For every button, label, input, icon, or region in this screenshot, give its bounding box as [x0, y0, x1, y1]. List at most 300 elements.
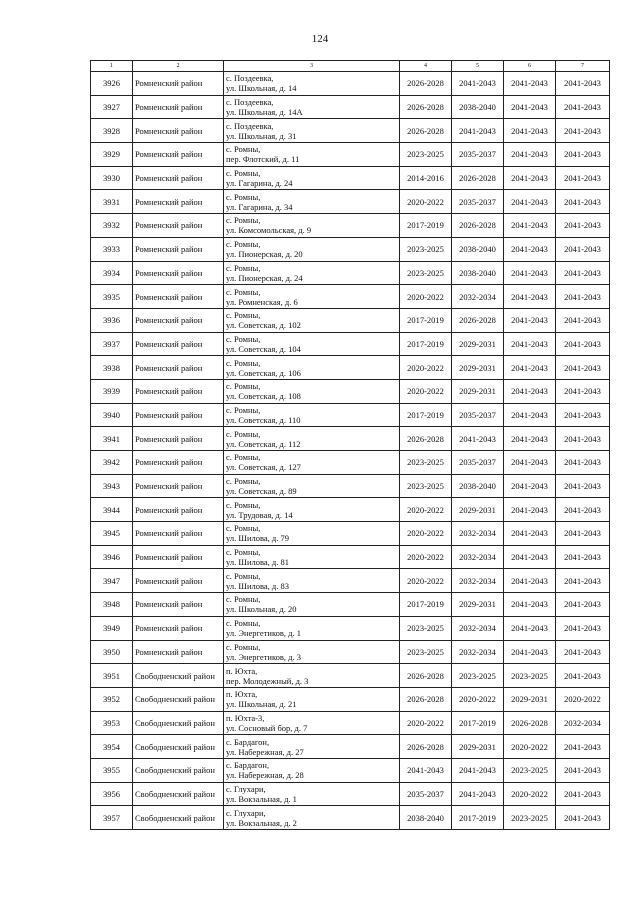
period-col-6: 2026-2028 — [504, 711, 556, 735]
period-col-5: 2026-2028 — [452, 308, 504, 332]
row-number: 3933 — [91, 237, 133, 261]
row-number: 3943 — [91, 474, 133, 498]
address-settlement: с. Ромны, — [226, 404, 261, 415]
row-number: 3949 — [91, 616, 133, 640]
period-col-7: 2020-2022 — [556, 687, 610, 711]
period-col-7: 2041-2043 — [556, 143, 610, 167]
period-col-7: 2041-2043 — [556, 285, 610, 309]
period-col-4: 2017-2019 — [400, 332, 452, 356]
district: Ромненский район — [133, 261, 224, 285]
period-col-7: 2041-2043 — [556, 403, 610, 427]
period-col-7: 2041-2043 — [556, 545, 610, 569]
row-number: 3935 — [91, 285, 133, 309]
table-row — [91, 474, 610, 498]
period-col-4: 2020-2022 — [400, 356, 452, 380]
table-row — [91, 332, 610, 356]
row-number: 3929 — [91, 143, 133, 167]
address — [224, 498, 400, 522]
table-row — [91, 308, 610, 332]
period-col-4: 2020-2022 — [400, 498, 452, 522]
table-row — [91, 522, 610, 546]
address-street: ул. Набережная, д. 28 — [226, 770, 304, 781]
period-col-5: 2029-2031 — [452, 498, 504, 522]
address-street: ул. Советская, д. 127 — [226, 462, 301, 473]
period-col-4: 2041-2043 — [400, 758, 452, 782]
table-row — [91, 735, 610, 759]
table-row — [91, 758, 610, 782]
table-row — [91, 379, 610, 403]
address — [224, 758, 400, 782]
table-row — [91, 427, 610, 451]
column-header: 5 — [452, 61, 504, 72]
period-col-6: 2041-2043 — [504, 640, 556, 664]
address-street: ул. Вокзальная, д. 2 — [226, 817, 297, 828]
row-number: 3939 — [91, 379, 133, 403]
address-settlement: с. Бардагон, — [226, 736, 270, 747]
address-street: ул. Шилова, д. 81 — [226, 557, 289, 568]
address — [224, 474, 400, 498]
column-header: 7 — [556, 61, 610, 72]
period-col-4: 2026-2028 — [400, 119, 452, 143]
address — [224, 379, 400, 403]
period-col-5: 2017-2019 — [452, 711, 504, 735]
address-settlement: с. Ромны, — [226, 262, 261, 273]
period-col-4: 2020-2022 — [400, 569, 452, 593]
address-settlement: с. Поздеевка, — [226, 97, 274, 108]
row-number: 3930 — [91, 166, 133, 190]
district: Ромненский район — [133, 403, 224, 427]
period-col-6: 2041-2043 — [504, 237, 556, 261]
row-number: 3931 — [91, 190, 133, 214]
row-number: 3936 — [91, 308, 133, 332]
period-col-5: 2020-2022 — [452, 687, 504, 711]
address — [224, 640, 400, 664]
district: Ромненский район — [133, 451, 224, 475]
period-col-6: 2041-2043 — [504, 166, 556, 190]
table-row — [91, 356, 610, 380]
period-col-7: 2041-2043 — [556, 451, 610, 475]
period-col-6: 2041-2043 — [504, 332, 556, 356]
address-street: ул. Советская, д. 106 — [226, 367, 301, 378]
row-number: 3937 — [91, 332, 133, 356]
column-header: 4 — [400, 61, 452, 72]
address — [224, 545, 400, 569]
district: Свободненский район — [133, 664, 224, 688]
period-col-5: 2032-2034 — [452, 640, 504, 664]
row-number: 3953 — [91, 711, 133, 735]
period-col-4: 2023-2025 — [400, 261, 452, 285]
period-col-4: 2026-2028 — [400, 95, 452, 119]
address — [224, 451, 400, 475]
table-row — [91, 782, 610, 806]
row-number: 3952 — [91, 687, 133, 711]
period-col-7: 2041-2043 — [556, 522, 610, 546]
address-settlement: с. Ромны, — [226, 570, 261, 581]
period-col-6: 2041-2043 — [504, 72, 556, 96]
period-col-7: 2041-2043 — [556, 119, 610, 143]
address — [224, 332, 400, 356]
period-col-6: 2041-2043 — [504, 119, 556, 143]
address-settlement: с. Ромны, — [226, 144, 261, 155]
address-street: ул. Энергетиков, д. 1 — [226, 628, 301, 639]
row-number: 3926 — [91, 72, 133, 96]
address-settlement: с. Поздеевка, — [226, 73, 274, 84]
period-col-7: 2041-2043 — [556, 806, 610, 830]
period-col-5: 2038-2040 — [452, 474, 504, 498]
address-street: ул. Набережная, д. 27 — [226, 746, 304, 757]
district: Свободненский район — [133, 687, 224, 711]
period-col-5: 2035-2037 — [452, 190, 504, 214]
period-col-6: 2041-2043 — [504, 474, 556, 498]
column-header: 1 — [91, 61, 133, 72]
period-col-5: 2026-2028 — [452, 166, 504, 190]
address-street: ул. Пионерская, д. 20 — [226, 249, 303, 260]
period-col-5: 2038-2040 — [452, 261, 504, 285]
table-row — [91, 95, 610, 119]
address — [224, 190, 400, 214]
address — [224, 72, 400, 96]
row-number: 3945 — [91, 522, 133, 546]
period-col-5: 2029-2031 — [452, 593, 504, 617]
address-street: ул. Гагарина, д. 34 — [226, 201, 293, 212]
district: Ромненский район — [133, 640, 224, 664]
period-col-4: 2026-2028 — [400, 427, 452, 451]
column-header: 6 — [504, 61, 556, 72]
period-col-6: 2041-2043 — [504, 308, 556, 332]
period-col-5: 2038-2040 — [452, 95, 504, 119]
table-row — [91, 711, 610, 735]
period-col-6: 2041-2043 — [504, 95, 556, 119]
district: Ромненский район — [133, 190, 224, 214]
district: Свободненский район — [133, 711, 224, 735]
column-header: 2 — [133, 61, 224, 72]
address — [224, 166, 400, 190]
address-street: ул. Энергетиков, д. 3 — [226, 651, 301, 662]
period-col-4: 2038-2040 — [400, 806, 452, 830]
period-col-7: 2041-2043 — [556, 616, 610, 640]
period-col-7: 2041-2043 — [556, 474, 610, 498]
district: Свободненский район — [133, 782, 224, 806]
period-col-6: 2041-2043 — [504, 545, 556, 569]
district: Ромненский район — [133, 593, 224, 617]
period-col-4: 2020-2022 — [400, 190, 452, 214]
period-col-7: 2041-2043 — [556, 214, 610, 238]
register-table — [90, 60, 610, 830]
table-row — [91, 569, 610, 593]
period-col-4: 2017-2019 — [400, 593, 452, 617]
period-col-5: 2029-2031 — [452, 379, 504, 403]
period-col-6: 2041-2043 — [504, 522, 556, 546]
address-settlement: с. Ромны, — [226, 357, 261, 368]
address-settlement: с. Ромны, — [226, 333, 261, 344]
table-row — [91, 640, 610, 664]
period-col-7: 2041-2043 — [556, 95, 610, 119]
address-settlement: с. Ромны, — [226, 215, 261, 226]
table-row — [91, 616, 610, 640]
period-col-4: 2023-2025 — [400, 474, 452, 498]
district: Ромненский район — [133, 474, 224, 498]
address-settlement: с. Бардагон, — [226, 760, 270, 771]
district: Ромненский район — [133, 285, 224, 309]
row-number: 3950 — [91, 640, 133, 664]
period-col-6: 2041-2043 — [504, 143, 556, 167]
period-col-7: 2041-2043 — [556, 237, 610, 261]
period-col-7: 2041-2043 — [556, 166, 610, 190]
address-settlement: п. Юхта-3, — [226, 712, 265, 723]
period-col-7: 2041-2043 — [556, 427, 610, 451]
period-col-6: 2041-2043 — [504, 285, 556, 309]
period-col-6: 2029-2031 — [504, 687, 556, 711]
address — [224, 687, 400, 711]
address-settlement: п. Юхта, — [226, 689, 258, 700]
address-street: ул. Шилова, д. 83 — [226, 580, 289, 591]
address-settlement: с. Ромны, — [226, 523, 261, 534]
district: Ромненский район — [133, 616, 224, 640]
address-settlement: с. Ромны, — [226, 547, 261, 558]
district: Ромненский район — [133, 72, 224, 96]
address-settlement: с. Ромны, — [226, 594, 261, 605]
period-col-6: 2023-2025 — [504, 664, 556, 688]
period-col-7: 2041-2043 — [556, 308, 610, 332]
period-col-7: 2032-2034 — [556, 711, 610, 735]
address — [224, 735, 400, 759]
address-street: ул. Школьная, д. 14 — [226, 83, 297, 94]
address — [224, 593, 400, 617]
district: Свободненский район — [133, 735, 224, 759]
period-col-4: 2017-2019 — [400, 308, 452, 332]
address — [224, 261, 400, 285]
table-row — [91, 237, 610, 261]
district: Ромненский район — [133, 119, 224, 143]
row-number: 3944 — [91, 498, 133, 522]
period-col-4: 2026-2028 — [400, 664, 452, 688]
district: Ромненский район — [133, 166, 224, 190]
address-settlement: с. Поздеевка, — [226, 120, 274, 131]
address-street: ул. Школьная, д. 21 — [226, 699, 297, 710]
period-col-5: 2035-2037 — [452, 403, 504, 427]
period-col-6: 2023-2025 — [504, 806, 556, 830]
address — [224, 711, 400, 735]
address-settlement: с. Ромны, — [226, 168, 261, 179]
period-col-7: 2041-2043 — [556, 782, 610, 806]
address-settlement: с. Ромны, — [226, 239, 261, 250]
address-street: ул. Советская, д. 104 — [226, 343, 301, 354]
address — [224, 285, 400, 309]
district: Ромненский район — [133, 569, 224, 593]
address — [224, 427, 400, 451]
period-col-5: 2038-2040 — [452, 237, 504, 261]
period-col-4: 2023-2025 — [400, 616, 452, 640]
district: Ромненский район — [133, 237, 224, 261]
address-settlement: с. Ромны, — [226, 381, 261, 392]
address — [224, 403, 400, 427]
row-number: 3932 — [91, 214, 133, 238]
period-col-5: 2032-2034 — [452, 285, 504, 309]
table-row — [91, 166, 610, 190]
period-col-6: 2041-2043 — [504, 451, 556, 475]
period-col-7: 2041-2043 — [556, 758, 610, 782]
district: Ромненский район — [133, 95, 224, 119]
period-col-5: 2035-2037 — [452, 451, 504, 475]
period-col-6: 2041-2043 — [504, 379, 556, 403]
table-row — [91, 190, 610, 214]
table-row — [91, 214, 610, 238]
address-street: ул. Вокзальная, д. 1 — [226, 793, 297, 804]
table-row — [91, 806, 610, 830]
row-number: 3948 — [91, 593, 133, 617]
period-col-7: 2041-2043 — [556, 379, 610, 403]
period-col-4: 2026-2028 — [400, 735, 452, 759]
district: Ромненский район — [133, 379, 224, 403]
address — [224, 95, 400, 119]
row-number: 3928 — [91, 119, 133, 143]
period-col-4: 2020-2022 — [400, 711, 452, 735]
address — [224, 782, 400, 806]
table-row — [91, 261, 610, 285]
address-settlement: п. Юхта, — [226, 665, 258, 676]
period-col-4: 2026-2028 — [400, 687, 452, 711]
row-number: 3957 — [91, 806, 133, 830]
address-street: ул. Советская, д. 108 — [226, 391, 301, 402]
period-col-7: 2041-2043 — [556, 664, 610, 688]
table-row — [91, 593, 610, 617]
period-col-7: 2041-2043 — [556, 190, 610, 214]
row-number: 3941 — [91, 427, 133, 451]
address-settlement: с. Ромны, — [226, 452, 261, 463]
period-col-6: 2020-2022 — [504, 735, 556, 759]
period-col-5: 2017-2019 — [452, 806, 504, 830]
district: Ромненский район — [133, 427, 224, 451]
address — [224, 356, 400, 380]
period-col-7: 2041-2043 — [556, 356, 610, 380]
period-col-7: 2041-2043 — [556, 735, 610, 759]
address-street: ул. Сосновый бор, д. 7 — [226, 722, 308, 733]
address — [224, 143, 400, 167]
period-col-4: 2023-2025 — [400, 451, 452, 475]
period-col-4: 2023-2025 — [400, 143, 452, 167]
period-col-4: 2014-2016 — [400, 166, 452, 190]
row-number: 3946 — [91, 545, 133, 569]
row-number: 3938 — [91, 356, 133, 380]
period-col-4: 2017-2019 — [400, 403, 452, 427]
period-col-6: 2041-2043 — [504, 616, 556, 640]
period-col-5: 2029-2031 — [452, 356, 504, 380]
row-number: 3955 — [91, 758, 133, 782]
address-street: ул. Советская, д. 112 — [226, 438, 301, 449]
period-col-5: 2035-2037 — [452, 143, 504, 167]
period-col-6: 2041-2043 — [504, 569, 556, 593]
table-row — [91, 119, 610, 143]
address-settlement: с. Ромны, — [226, 286, 261, 297]
address-settlement: с. Ромны, — [226, 428, 261, 439]
period-col-7: 2041-2043 — [556, 640, 610, 664]
period-col-6: 2020-2022 — [504, 782, 556, 806]
row-number: 3934 — [91, 261, 133, 285]
district: Свободненский район — [133, 758, 224, 782]
period-col-5: 2041-2043 — [452, 782, 504, 806]
period-col-6: 2041-2043 — [504, 214, 556, 238]
address — [224, 237, 400, 261]
row-number: 3954 — [91, 735, 133, 759]
table-row — [91, 498, 610, 522]
period-col-7: 2041-2043 — [556, 72, 610, 96]
row-number: 3947 — [91, 569, 133, 593]
district: Свободненский район — [133, 806, 224, 830]
row-number: 3951 — [91, 664, 133, 688]
period-col-4: 2023-2025 — [400, 640, 452, 664]
period-col-5: 2023-2025 — [452, 664, 504, 688]
district: Ромненский район — [133, 522, 224, 546]
period-col-5: 2029-2031 — [452, 735, 504, 759]
page-number: 124 — [311, 33, 329, 45]
table-row — [91, 403, 610, 427]
period-col-7: 2041-2043 — [556, 261, 610, 285]
address-street: ул. Советская, д. 89 — [226, 486, 297, 497]
period-col-6: 2041-2043 — [504, 403, 556, 427]
table-row — [91, 664, 610, 688]
period-col-6: 2041-2043 — [504, 593, 556, 617]
address-street: ул. Школьная, д. 14А — [226, 107, 303, 118]
period-col-5: 2041-2043 — [452, 758, 504, 782]
address-settlement: с. Ромны, — [226, 618, 261, 629]
address-street: ул. Трудовая, д. 14 — [226, 509, 293, 520]
address-settlement: с. Ромны, — [226, 310, 261, 321]
period-col-4: 2020-2022 — [400, 379, 452, 403]
district: Ромненский район — [133, 498, 224, 522]
table-row — [91, 687, 610, 711]
table-row — [91, 545, 610, 569]
address — [224, 616, 400, 640]
period-col-6: 2041-2043 — [504, 427, 556, 451]
address — [224, 214, 400, 238]
period-col-5: 2041-2043 — [452, 427, 504, 451]
address-settlement: с. Ромны, — [226, 476, 261, 487]
period-col-5: 2041-2043 — [452, 72, 504, 96]
row-number: 3956 — [91, 782, 133, 806]
district: Ромненский район — [133, 143, 224, 167]
period-col-5: 2026-2028 — [452, 214, 504, 238]
table-row — [91, 285, 610, 309]
period-col-6: 2041-2043 — [504, 261, 556, 285]
header-row — [91, 61, 610, 72]
period-col-5: 2032-2034 — [452, 569, 504, 593]
district: Ромненский район — [133, 545, 224, 569]
district: Ромненский район — [133, 356, 224, 380]
row-number: 3940 — [91, 403, 133, 427]
row-number: 3927 — [91, 95, 133, 119]
period-col-5: 2032-2034 — [452, 545, 504, 569]
district: Ромненский район — [133, 214, 224, 238]
period-col-5: 2032-2034 — [452, 616, 504, 640]
address-settlement: с. Глухари, — [226, 807, 266, 818]
period-col-7: 2041-2043 — [556, 332, 610, 356]
period-col-4: 2035-2037 — [400, 782, 452, 806]
period-col-5: 2029-2031 — [452, 332, 504, 356]
period-col-5: 2041-2043 — [452, 119, 504, 143]
address — [224, 569, 400, 593]
period-col-7: 2041-2043 — [556, 593, 610, 617]
table-row — [91, 72, 610, 96]
period-col-4: 2023-2025 — [400, 237, 452, 261]
period-col-4: 2020-2022 — [400, 522, 452, 546]
address-settlement: с. Ромны, — [226, 641, 261, 652]
address-street: ул. Пионерская, д. 24 — [226, 272, 303, 283]
period-col-4: 2020-2022 — [400, 545, 452, 569]
address-street: ул. Советская, д. 102 — [226, 320, 301, 331]
address — [224, 522, 400, 546]
address-street: пер. Молодежный, д. 3 — [226, 675, 309, 686]
district: Ромненский район — [133, 332, 224, 356]
